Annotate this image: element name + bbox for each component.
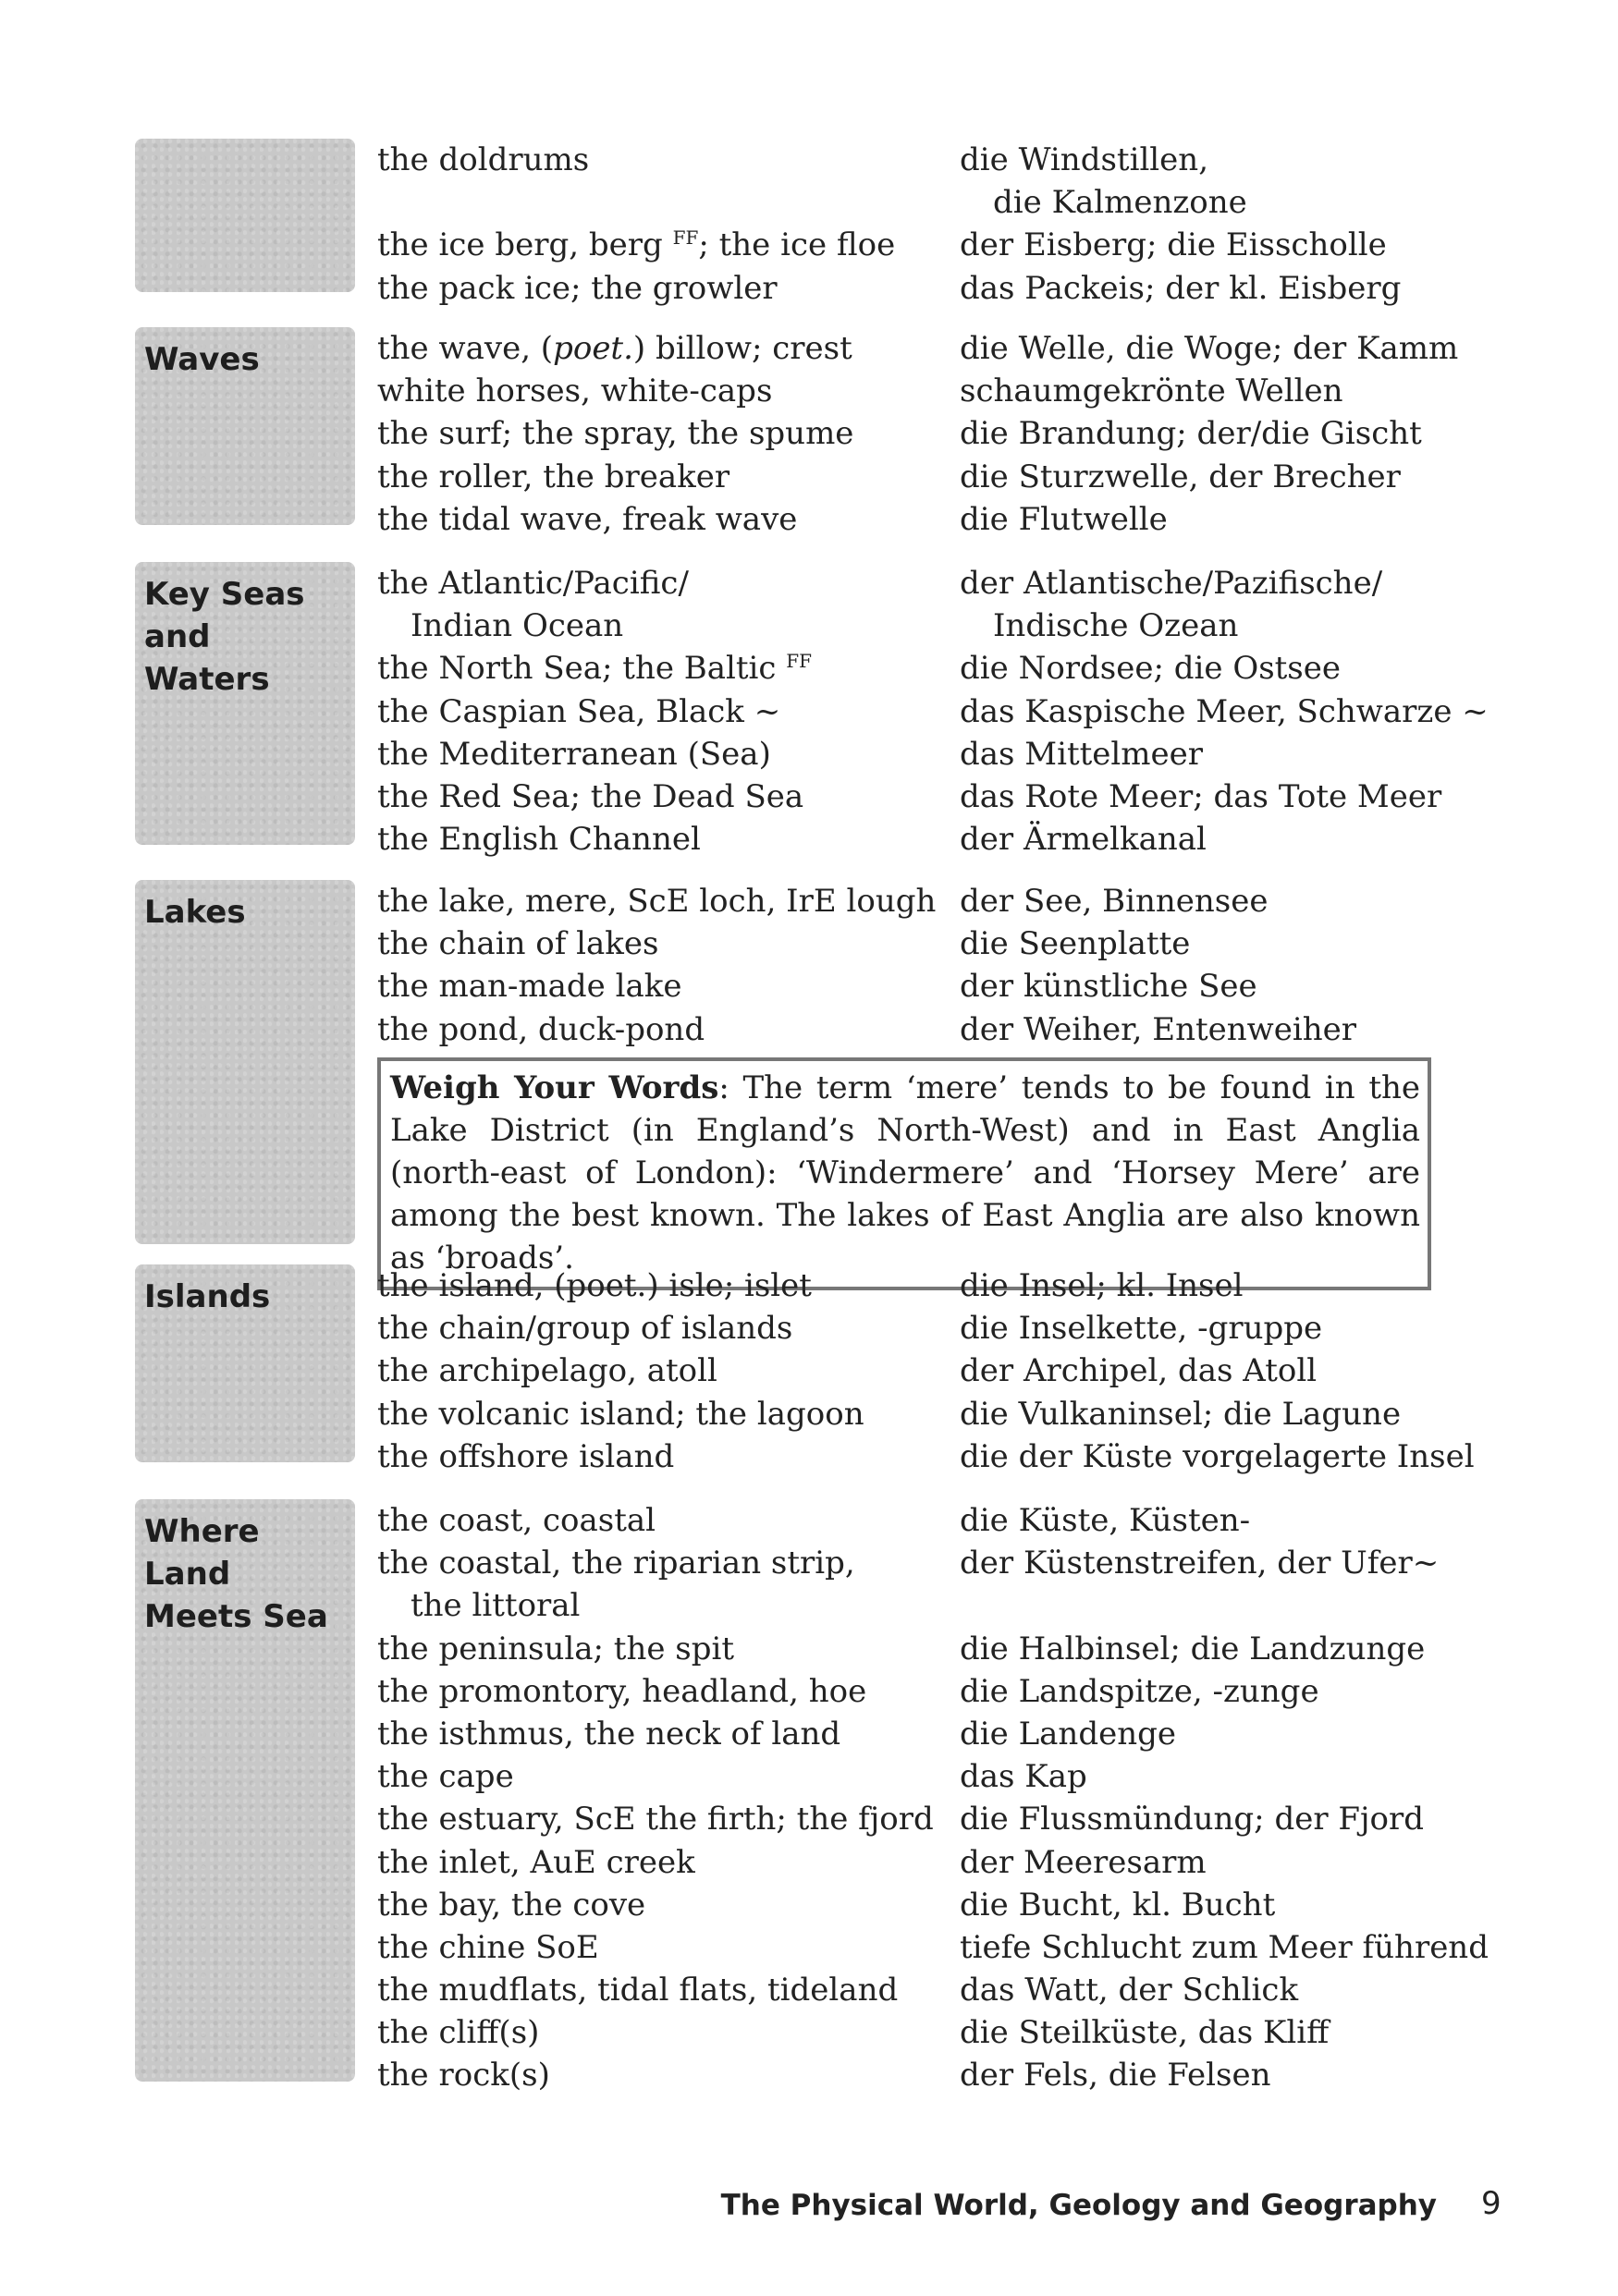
ff-marker: FF bbox=[786, 650, 813, 673]
section-label-box: Islands bbox=[135, 1264, 355, 1462]
english-term: the littoral bbox=[411, 1587, 581, 1625]
german-term: der Weiher, Entenweiher bbox=[960, 1010, 1357, 1048]
section-untitled bbox=[135, 139, 1448, 307]
term-row bbox=[377, 733, 1440, 776]
english-term: the archipelago, atoll bbox=[377, 1352, 717, 1390]
english-term: the coastal, the riparian strip, bbox=[377, 1545, 855, 1582]
german-term: die Flussmündung; der Fjord bbox=[960, 1801, 1425, 1838]
term-rows bbox=[377, 880, 1440, 1051]
english-term: the tidal wave, freak wave bbox=[377, 500, 798, 538]
german-term: die Seenplatte bbox=[960, 925, 1191, 963]
term-row bbox=[377, 2011, 1440, 2054]
german-term: die Flutwelle bbox=[960, 500, 1168, 538]
german-term: die Halbinsel; die Landzunge bbox=[960, 1630, 1426, 1667]
section-islands bbox=[135, 1264, 1475, 1475]
german-term: der Eisberg; die Eisscholle bbox=[960, 226, 1387, 264]
german-term: der Meeresarm bbox=[960, 1843, 1207, 1881]
term-row bbox=[377, 1926, 1489, 1969]
term-row bbox=[377, 456, 1440, 498]
section-label-box: Where Land Meets Sea bbox=[135, 1499, 355, 2082]
term-rows bbox=[377, 327, 1459, 541]
term-row bbox=[377, 267, 1440, 310]
term-row bbox=[377, 965, 1440, 1008]
term-row bbox=[377, 139, 1440, 181]
english-term: the peninsula; the spit bbox=[377, 1630, 735, 1667]
english-term: the volcanic island; the lagoon bbox=[377, 1395, 864, 1433]
term-row bbox=[377, 1755, 1440, 1798]
english-term: the lake, mere, ScE loch, IrE lough bbox=[377, 883, 937, 920]
english-term: the English Channel bbox=[377, 821, 701, 859]
german-term: die der Küste vorgelagerte Insel bbox=[960, 1437, 1475, 1475]
section-label-box bbox=[135, 139, 355, 292]
term-row bbox=[377, 1264, 1440, 1307]
term-row bbox=[377, 1435, 1475, 1478]
english-term: the pond, duck-pond bbox=[377, 1010, 705, 1048]
german-term: die Kalmenzone bbox=[993, 184, 1247, 222]
english-term: the estuary, ScE the firth; the fjord bbox=[377, 1801, 934, 1838]
english-term: the Caspian Sea, Black ~ bbox=[377, 692, 781, 730]
german-term: Indische Ozean bbox=[993, 607, 1239, 645]
german-term: die Welle, die Woge; der Kamm bbox=[960, 330, 1459, 367]
section-key-seas bbox=[135, 562, 1489, 859]
term-row bbox=[377, 1798, 1440, 1840]
english-term: the roller, the breaker bbox=[377, 458, 730, 495]
german-term: die Insel; kl. Insel bbox=[960, 1267, 1244, 1304]
german-term: die Inselkette, -gruppe bbox=[960, 1310, 1323, 1348]
english-term: the cape bbox=[377, 1758, 514, 1796]
term-row bbox=[377, 1713, 1440, 1755]
german-term: die Nordsee; die Ostsee bbox=[960, 650, 1342, 688]
term-row bbox=[377, 647, 1440, 690]
section-waves bbox=[135, 327, 1459, 538]
english-term: the Red Sea; the Dead Sea bbox=[377, 777, 804, 815]
german-term: das Kaspische Meer, Schwarze ~ bbox=[960, 692, 1489, 730]
german-term: die Landenge bbox=[960, 1715, 1176, 1753]
section-label-box: Lakes bbox=[135, 880, 355, 1244]
german-term: der künstliche See bbox=[960, 968, 1257, 1006]
german-term: die Sturzwelle, der Brecher bbox=[960, 458, 1401, 495]
german-term: die Landspitze, -zunge bbox=[960, 1672, 1319, 1710]
english-term: the Atlantic/Pacific/ bbox=[377, 565, 689, 602]
term-row bbox=[377, 1628, 1440, 1670]
note-title: Weigh Your Words bbox=[390, 1069, 719, 1106]
german-term: das Watt, der Schlick bbox=[960, 1972, 1299, 2009]
english-term: the chine SoE bbox=[377, 1928, 599, 1966]
running-footer-title: The Physical World, Geology and Geography bbox=[720, 2189, 1437, 2222]
term-rows bbox=[377, 139, 1440, 310]
german-term: die Küste, Küsten- bbox=[960, 1502, 1251, 1539]
german-term: die Windstillen, bbox=[960, 141, 1209, 178]
term-row bbox=[377, 1884, 1440, 1926]
german-term: schaumgekrönte Wellen bbox=[960, 372, 1343, 410]
english-term: the mudflats, tidal flats, tideland bbox=[377, 1972, 899, 2009]
section-where-land-meets-sea bbox=[135, 1499, 1489, 2094]
english-term: the North Sea; the Baltic $^{FF}$ bbox=[377, 650, 813, 688]
german-term: das Packeis; der kl. Eisberg bbox=[960, 269, 1402, 307]
page-number: 9 bbox=[1481, 2185, 1502, 2222]
note-text: : The term ‘mere’ tends to be found in the Lake District (in England’s North-West) and in East Anglia (north-east of London): ‘Windermere’ and ‘Horsey Mere’ are among the best known. The lakes of East Anglia are also known as ‘broads’. bbox=[390, 1069, 1421, 1276]
term-row bbox=[377, 922, 1440, 965]
english-term: the inlet, AuE creek bbox=[377, 1843, 695, 1881]
english-term: the doldrums bbox=[377, 141, 590, 178]
german-term: der See, Binnensee bbox=[960, 883, 1269, 920]
english-term: the surf; the spray, the spume bbox=[377, 415, 854, 453]
section-label-box: Waves bbox=[135, 327, 355, 525]
term-rows bbox=[377, 562, 1489, 861]
german-term: das Kap bbox=[960, 1758, 1087, 1796]
german-term: tiefe Schlucht zum Meer führend bbox=[960, 1928, 1489, 1966]
section-lakes bbox=[135, 880, 1448, 1276]
term-row bbox=[377, 1393, 1440, 1435]
term-row bbox=[377, 690, 1489, 733]
term-row bbox=[377, 776, 1440, 818]
term-row bbox=[377, 181, 1440, 224]
german-term: die Steilküste, das Kliff bbox=[960, 2014, 1330, 2052]
term-row bbox=[377, 1307, 1440, 1350]
german-term: das Rote Meer; das Tote Meer bbox=[960, 777, 1442, 815]
english-term: Indian Ocean bbox=[411, 607, 624, 645]
german-term: die Vulkaninsel; die Lagune bbox=[960, 1395, 1402, 1433]
ff-marker: FF bbox=[672, 226, 699, 250]
term-row bbox=[377, 880, 1440, 922]
english-term: the promontory, headland, hoe bbox=[377, 1672, 867, 1710]
german-term: der Atlantische/Pazifische/ bbox=[960, 565, 1383, 602]
term-row bbox=[377, 1008, 1440, 1051]
english-term: white horses, white-caps bbox=[377, 372, 773, 410]
section-label-box: Key Seas and Waters bbox=[135, 562, 355, 845]
german-term: der Küstenstreifen, der Ufer~ bbox=[960, 1545, 1440, 1582]
english-term: the ice berg, berg $^{FF}$; the ice floe bbox=[377, 226, 896, 264]
german-term: der Fels, die Felsen bbox=[960, 2057, 1271, 2094]
term-row bbox=[377, 562, 1440, 605]
german-term: die Bucht, kl. Bucht bbox=[960, 1886, 1276, 1924]
term-row bbox=[377, 370, 1440, 412]
english-term: the rock(s) bbox=[377, 2057, 550, 2094]
term-row bbox=[377, 1969, 1440, 2011]
term-row bbox=[377, 1841, 1440, 1884]
term-row bbox=[377, 1499, 1440, 1542]
term-row bbox=[377, 818, 1440, 861]
german-term: die Brandung; der/die Gischt bbox=[960, 415, 1422, 453]
english-term: the island, (poet.) isle; islet bbox=[377, 1267, 812, 1304]
term-row bbox=[377, 605, 1440, 647]
english-term: the pack ice; the growler bbox=[377, 269, 778, 307]
weigh-your-words-note bbox=[377, 1057, 1431, 1290]
english-term: the coast, coastal bbox=[377, 1502, 656, 1539]
term-row bbox=[377, 224, 1440, 266]
term-row bbox=[377, 1350, 1440, 1392]
term-row bbox=[377, 1670, 1440, 1713]
term-row bbox=[377, 498, 1440, 541]
english-term: the chain of lakes bbox=[377, 925, 659, 963]
english-term: the wave, (poet.) billow; crest bbox=[377, 330, 852, 367]
german-term: das Mittelmeer bbox=[960, 735, 1204, 773]
term-row bbox=[377, 2054, 1440, 2096]
english-term: the Mediterranean (Sea) bbox=[377, 735, 771, 773]
english-term: the bay, the cove bbox=[377, 1886, 646, 1924]
english-term: the offshore island bbox=[377, 1437, 675, 1475]
term-rows bbox=[377, 1499, 1489, 2097]
term-row bbox=[377, 412, 1440, 455]
english-term: the cliff(s) bbox=[377, 2014, 540, 2052]
english-term: the isthmus, the neck of land bbox=[377, 1715, 841, 1753]
term-rows bbox=[377, 1264, 1475, 1478]
term-row bbox=[377, 1584, 1440, 1627]
term-row bbox=[377, 1542, 1440, 1584]
term-row bbox=[377, 327, 1459, 370]
english-term: the man-made lake bbox=[377, 968, 682, 1006]
german-term: der Archipel, das Atoll bbox=[960, 1352, 1318, 1390]
german-term: der Ärmelkanal bbox=[960, 821, 1207, 859]
english-term: the chain/group of islands bbox=[377, 1310, 793, 1348]
